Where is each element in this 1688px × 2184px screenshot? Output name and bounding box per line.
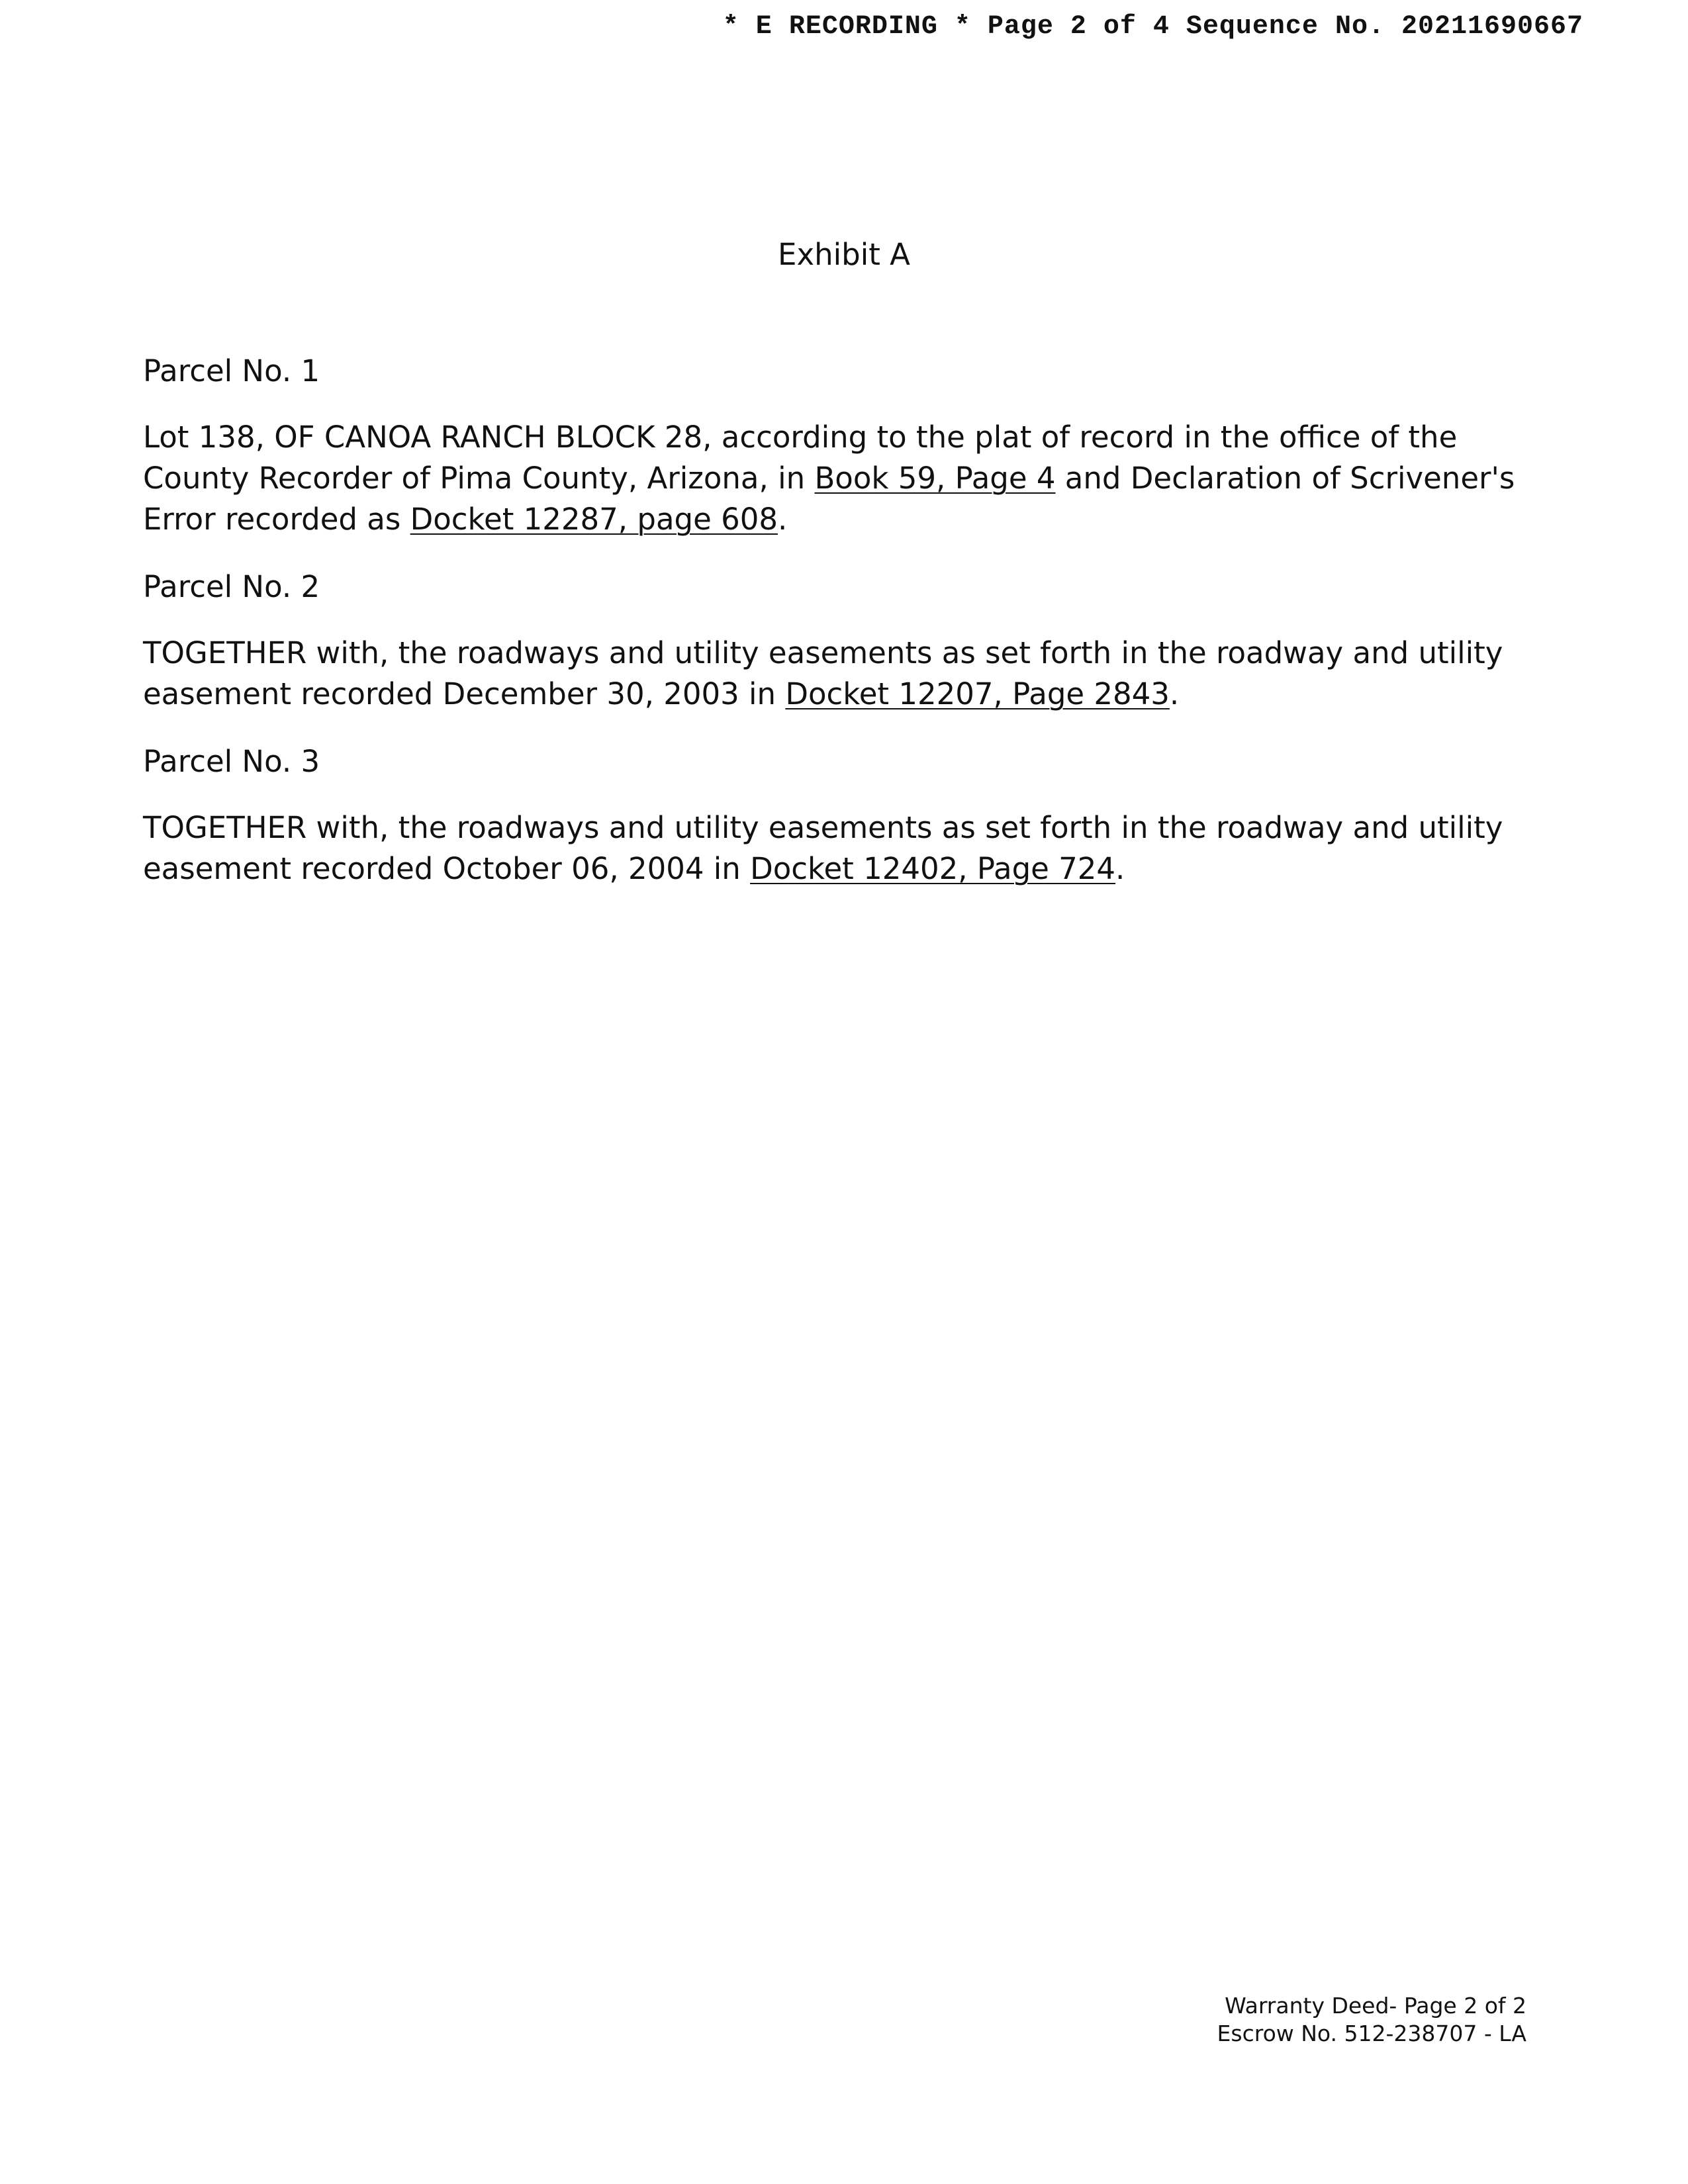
parcel-3	[143, 741, 1566, 889]
parcel-2-description	[143, 633, 1566, 715]
recording-stamp: * E RECORDING * Page 2 of 4 Sequence No. 20211690667	[722, 12, 1583, 42]
parcel-2-docket-reference: Docket 12207, Page 2843	[785, 676, 1170, 711]
footer-deed-page: Warranty Deed- Page 2 of 2	[1225, 1993, 1526, 2019]
parcel-1	[143, 351, 1566, 540]
page-title: Exhibit A	[778, 237, 910, 272]
parcel-3-docket-reference: Docket 12402, Page 724	[750, 851, 1116, 886]
page-footer	[1217, 1992, 1526, 2048]
parcel-1-docket-reference: Docket 12287, page 608	[410, 502, 778, 537]
parcel-2-heading: Parcel No. 2	[143, 569, 320, 604]
parcel-1-text-b: and Declaration of Scrivener's Error recorded as	[143, 461, 1515, 537]
parcel-2-text-a: TOGETHER with, the roadways and utility easements as set forth in the roadway and utility easement recorded December 30, 2003 in	[143, 635, 1503, 711]
parcel-1-book-reference: Book 59, Page 4	[814, 461, 1056, 496]
parcel-3-heading: Parcel No. 3	[143, 744, 320, 779]
parcel-3-description	[143, 807, 1566, 889]
footer-escrow-number: Escrow No. 512-238707 - LA	[1217, 2021, 1526, 2046]
parcel-3-text-b: .	[1115, 851, 1125, 886]
parcel-1-description	[143, 417, 1566, 540]
parcel-1-text-c: .	[777, 502, 788, 537]
parcel-list	[143, 351, 1566, 916]
parcel-3-text-a: TOGETHER with, the roadways and utility easements as set forth in the roadway and utility easement recorded October 06, 2004 in	[143, 810, 1503, 886]
parcel-1-text-a: Lot 138, OF CANOA RANCH BLOCK 28, according to the plat of record in the office of the County Recorder of Pima County, Arizona, in	[143, 420, 1458, 496]
parcel-2-text-b: .	[1169, 676, 1180, 711]
parcel-1-heading: Parcel No. 1	[143, 353, 320, 388]
parcel-2	[143, 567, 1566, 715]
